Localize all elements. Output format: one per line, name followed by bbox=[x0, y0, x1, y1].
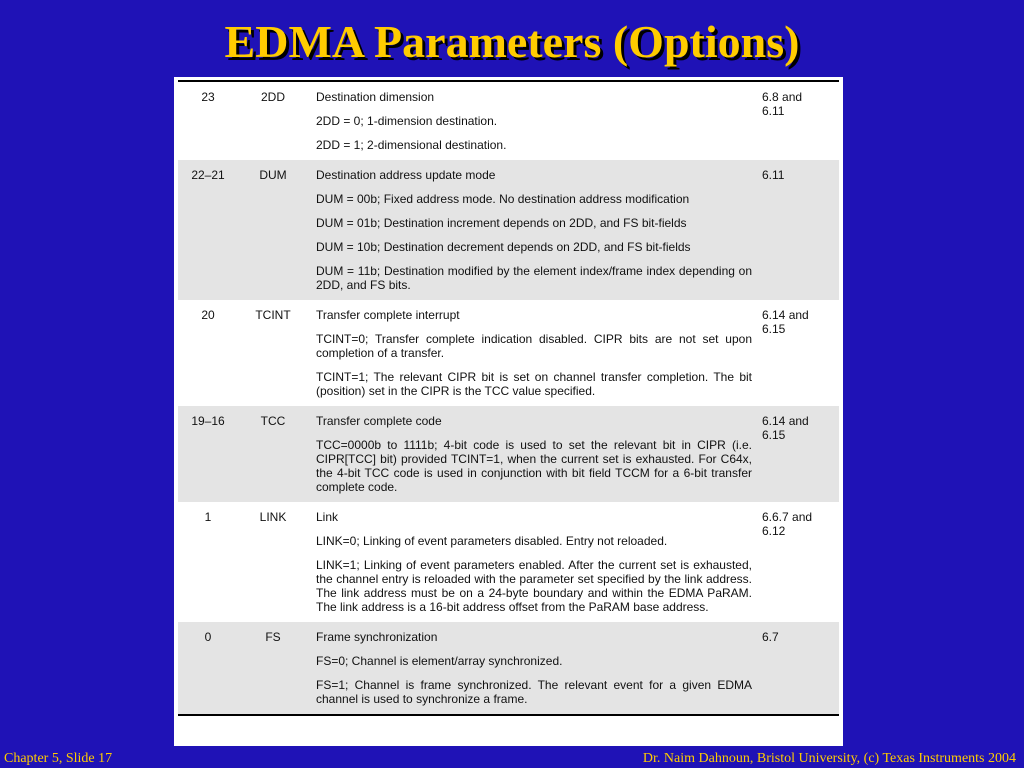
slide-title: EDMA Parameters (Options) bbox=[224, 16, 800, 67]
section-reference-cell: 6.7 bbox=[762, 630, 779, 644]
description-line: DUM = 11b; Destination modified by the element index/frame index depending on 2DD, and FS bits. bbox=[316, 264, 752, 292]
table-row bbox=[178, 502, 839, 622]
description-cell bbox=[308, 406, 758, 502]
field-name-cell: DUM bbox=[259, 168, 287, 182]
description-line: TCINT=0; Transfer complete indication disabled. CIPR bits are not set upon completion of a transfer. bbox=[316, 332, 752, 360]
description-heading: Destination dimension bbox=[316, 90, 435, 104]
description-heading: Transfer complete interrupt bbox=[316, 308, 460, 322]
bit-range-cell: 0 bbox=[204, 630, 212, 644]
section-reference-cell: 6.6.7 and 6.12 bbox=[762, 510, 813, 538]
bit-range-cell: 19–16 bbox=[191, 414, 225, 428]
description-heading: Link bbox=[316, 510, 339, 524]
section-reference-cell: 6.14 and 6.15 bbox=[762, 414, 809, 442]
section-reference-cell: 6.11 bbox=[762, 168, 785, 182]
description-heading: Transfer complete code bbox=[316, 414, 442, 428]
description-line: 2DD = 0; 1-dimension destination. bbox=[316, 114, 498, 128]
description-line: FS=0; Channel is element/array synchronized. bbox=[316, 654, 563, 668]
description-cell bbox=[308, 160, 758, 300]
description-cell bbox=[308, 82, 758, 160]
field-name-cell: FS bbox=[265, 630, 281, 644]
table-row bbox=[178, 622, 839, 714]
table-row bbox=[178, 82, 839, 160]
description-line: LINK=0; Linking of event parameters disabled. Entry not reloaded. bbox=[316, 534, 668, 548]
description-cell bbox=[308, 622, 758, 714]
footer-author-credit: Dr. Naim Dahnoun, Bristol University, (c) Texas Instruments 2004 bbox=[642, 751, 1016, 766]
bit-range-cell: 23 bbox=[201, 90, 215, 104]
description-line: DUM = 10b; Destination decrement depends on 2DD, and FS bit-fields bbox=[316, 240, 691, 254]
description-line: DUM = 00b; Fixed address mode. No destination address modification bbox=[316, 192, 690, 206]
field-name-cell: TCC bbox=[260, 414, 286, 428]
field-name-cell: 2DD bbox=[260, 90, 285, 104]
description-line: 2DD = 1; 2-dimensional destination. bbox=[316, 138, 507, 152]
description-heading: Destination address update mode bbox=[316, 168, 496, 182]
description-cell bbox=[308, 300, 758, 406]
bit-range-cell: 1 bbox=[204, 510, 212, 524]
description-line: DUM = 01b; Destination increment depends on 2DD, and FS bit-fields bbox=[316, 216, 687, 230]
table-row bbox=[178, 406, 839, 502]
field-name-cell: LINK bbox=[259, 510, 287, 524]
table-row bbox=[178, 300, 839, 406]
table-row bbox=[178, 160, 839, 300]
footer-chapter-slide: Chapter 5, Slide 17 bbox=[4, 751, 113, 766]
section-reference-cell: 6.8 and 6.11 bbox=[762, 90, 803, 118]
parameter-table bbox=[174, 77, 843, 746]
table-bottom-rule bbox=[178, 714, 839, 716]
description-heading: Frame synchronization bbox=[316, 630, 438, 644]
table-body bbox=[178, 82, 839, 714]
bit-range-cell: 22–21 bbox=[191, 168, 225, 182]
section-reference-cell: 6.14 and 6.15 bbox=[762, 308, 809, 336]
bit-range-cell: 20 bbox=[201, 308, 215, 322]
description-line: LINK=1; Linking of event parameters enabled. After the current set is exhausted, the channel entry is reloaded with the parameter set specified by the link address. The link address must be on a 24-byte boundary and within the EDMA PaRAM. The link address is a 16-bit address offset from the PaRAM base address. bbox=[316, 558, 752, 614]
description-line: TCINT=1; The relevant CIPR bit is set on channel transfer completion. The bit (position) set in the CIPR is the TCC value specified. bbox=[316, 370, 752, 398]
description-line: TCC=0000b to 1111b; 4-bit code is used to set the relevant bit in CIPR (i.e. CIPR[TCC] bit) provided TCINT=1, when the current set is exhausted. For C64x, the 4-bit TCC code is used in conjunction with bit field TCCM for a 6-bit transfer complete code. bbox=[316, 438, 752, 494]
description-line: FS=1; Channel is frame synchronized. The relevant event for a given EDMA channel is used to synchronize a frame. bbox=[316, 678, 752, 706]
field-name-cell: TCINT bbox=[255, 308, 291, 322]
description-cell bbox=[308, 502, 758, 622]
